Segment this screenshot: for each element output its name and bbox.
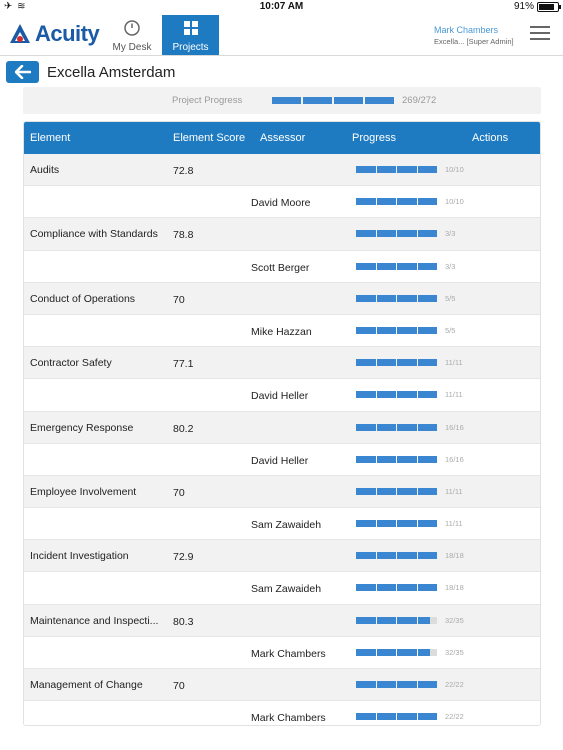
nav-my-desk-label: My Desk [112, 42, 152, 53]
project-progress-bar [272, 97, 394, 104]
element-score: 78.8 [173, 229, 194, 242]
progress-bar [356, 198, 437, 205]
table-row[interactable] [24, 669, 540, 701]
status-time: 10:07 AM [259, 1, 304, 12]
progress-count: 10/10 [445, 197, 464, 207]
logo[interactable] [8, 21, 99, 47]
elements-table [23, 121, 541, 726]
progress-count: 5/5 [445, 293, 456, 303]
header-progress[interactable]: Progress [352, 132, 397, 144]
table-row[interactable] [24, 379, 540, 411]
table-row[interactable] [24, 605, 540, 637]
header-element[interactable]: Element [30, 132, 71, 144]
header-score[interactable]: Element Score [173, 132, 246, 144]
back-button[interactable] [6, 61, 39, 83]
table-row[interactable] [24, 412, 540, 444]
progress-bar [356, 166, 437, 173]
progress-bar [356, 327, 437, 334]
progress-bar [356, 295, 437, 302]
project-progress-count: 269/272 [402, 95, 437, 106]
assessor-name: Sam Zawaideh [251, 519, 322, 532]
progress-bar [356, 584, 437, 591]
assessor-name: Mark Chambers [251, 712, 326, 725]
table-row[interactable] [24, 251, 540, 283]
element-score: 70 [173, 293, 185, 306]
header-assessor[interactable]: Assessor [260, 132, 306, 144]
table-row[interactable] [24, 476, 540, 508]
title-bar [6, 60, 175, 84]
user-role: Excella... [Super Admin] [434, 37, 514, 46]
progress-count: 16/16 [445, 422, 464, 432]
progress-bar [356, 713, 437, 720]
progress-count: 11/11 [445, 358, 463, 368]
nav-projects-label: Projects [172, 42, 209, 53]
table-row[interactable] [24, 154, 540, 186]
element-score: 77.1 [173, 358, 194, 371]
element-score: 80.2 [173, 422, 194, 435]
battery-icon [537, 2, 559, 12]
progress-count: 32/35 [445, 647, 464, 657]
progress-bar [356, 649, 437, 656]
project-progress-label: Project Progress [172, 95, 243, 106]
element-name: Compliance with Standards [30, 228, 158, 241]
table-row[interactable] [24, 508, 540, 540]
status-right [514, 1, 559, 12]
element-name: Conduct of Operations [30, 292, 136, 305]
table-row[interactable] [24, 315, 540, 347]
page-title: Excella Amsterdam [47, 63, 176, 81]
element-score: 70 [173, 680, 185, 692]
progress-count: 16/16 [445, 454, 464, 464]
assessor-name: Scott Berger [251, 261, 310, 274]
progress-bar [356, 488, 437, 495]
project-progress [23, 87, 541, 114]
header-actions: Actions [472, 132, 509, 144]
progress-count: 22/22 [445, 680, 464, 689]
airplane-wifi-icon: ✈ ︎≋ [4, 1, 27, 12]
element-score: 80.3 [173, 615, 194, 628]
progress-count: 10/10 [445, 165, 464, 174]
progress-bar [356, 230, 437, 237]
nav-projects[interactable] [162, 15, 219, 55]
battery-percent: 91% [513, 1, 534, 12]
progress-count: 22/22 [445, 712, 464, 722]
progress-count: 32/35 [445, 615, 464, 625]
progress-count: 18/18 [445, 583, 464, 593]
table-row[interactable] [24, 701, 540, 726]
table-header [24, 122, 540, 154]
progress-count: 3/3 [445, 229, 456, 239]
grid-icon [183, 20, 199, 36]
assessor-name: David Moore [251, 197, 311, 210]
table-row[interactable] [24, 444, 540, 476]
element-name: Audits [30, 164, 60, 176]
progress-count: 5/5 [445, 325, 456, 335]
progress-count: 11/11 [445, 390, 463, 400]
element-name: Incident Investigation [30, 550, 129, 563]
element-name: Management of Change [30, 679, 143, 691]
progress-bar [356, 520, 437, 527]
progress-count: 3/3 [445, 261, 456, 271]
table-row[interactable] [24, 283, 540, 315]
app-header [0, 15, 563, 56]
element-score: 70 [173, 486, 185, 499]
progress-count: 18/18 [445, 551, 464, 561]
table-row[interactable] [24, 572, 540, 604]
progress-bar [356, 681, 437, 688]
element-score: 72.8 [173, 165, 194, 177]
table-row[interactable] [24, 186, 540, 218]
assessor-name: David Heller [251, 454, 309, 467]
table-row[interactable] [24, 218, 540, 250]
progress-count: 11/11 [445, 519, 463, 529]
assessor-name: Mark Chambers [251, 647, 326, 660]
table-row[interactable] [24, 637, 540, 669]
logo-text: Acuity [35, 21, 100, 46]
nav-my-desk[interactable] [106, 15, 158, 55]
progress-bar [356, 617, 437, 624]
table-row[interactable] [24, 347, 540, 379]
progress-bar [356, 424, 437, 431]
user-name: Mark Chambers [434, 25, 499, 35]
clock-icon [124, 20, 140, 36]
assessor-name: Mike Hazzan [251, 325, 312, 338]
progress-bar [356, 263, 437, 270]
progress-bar [356, 359, 437, 366]
element-name: Contractor Safety [30, 357, 112, 370]
progress-count: 11/11 [445, 486, 463, 496]
acuity-logo-icon [8, 22, 32, 46]
table-row[interactable] [24, 540, 540, 572]
assessor-name: David Heller [251, 390, 309, 403]
user-info[interactable] [434, 25, 514, 47]
progress-bar [356, 391, 437, 398]
arrow-left-icon [15, 65, 31, 79]
element-name: Emergency Response [30, 421, 134, 434]
element-score: 72.9 [173, 551, 194, 564]
table-body [24, 154, 540, 726]
element-name: Employee Involvement [30, 485, 137, 498]
progress-bar [356, 552, 437, 559]
progress-bar [356, 456, 437, 463]
element-name: Maintenance and Inspecti... [30, 614, 159, 627]
menu-icon[interactable] [530, 26, 550, 42]
assessor-name: Sam Zawaideh [251, 583, 322, 596]
status-bar [0, 0, 563, 15]
